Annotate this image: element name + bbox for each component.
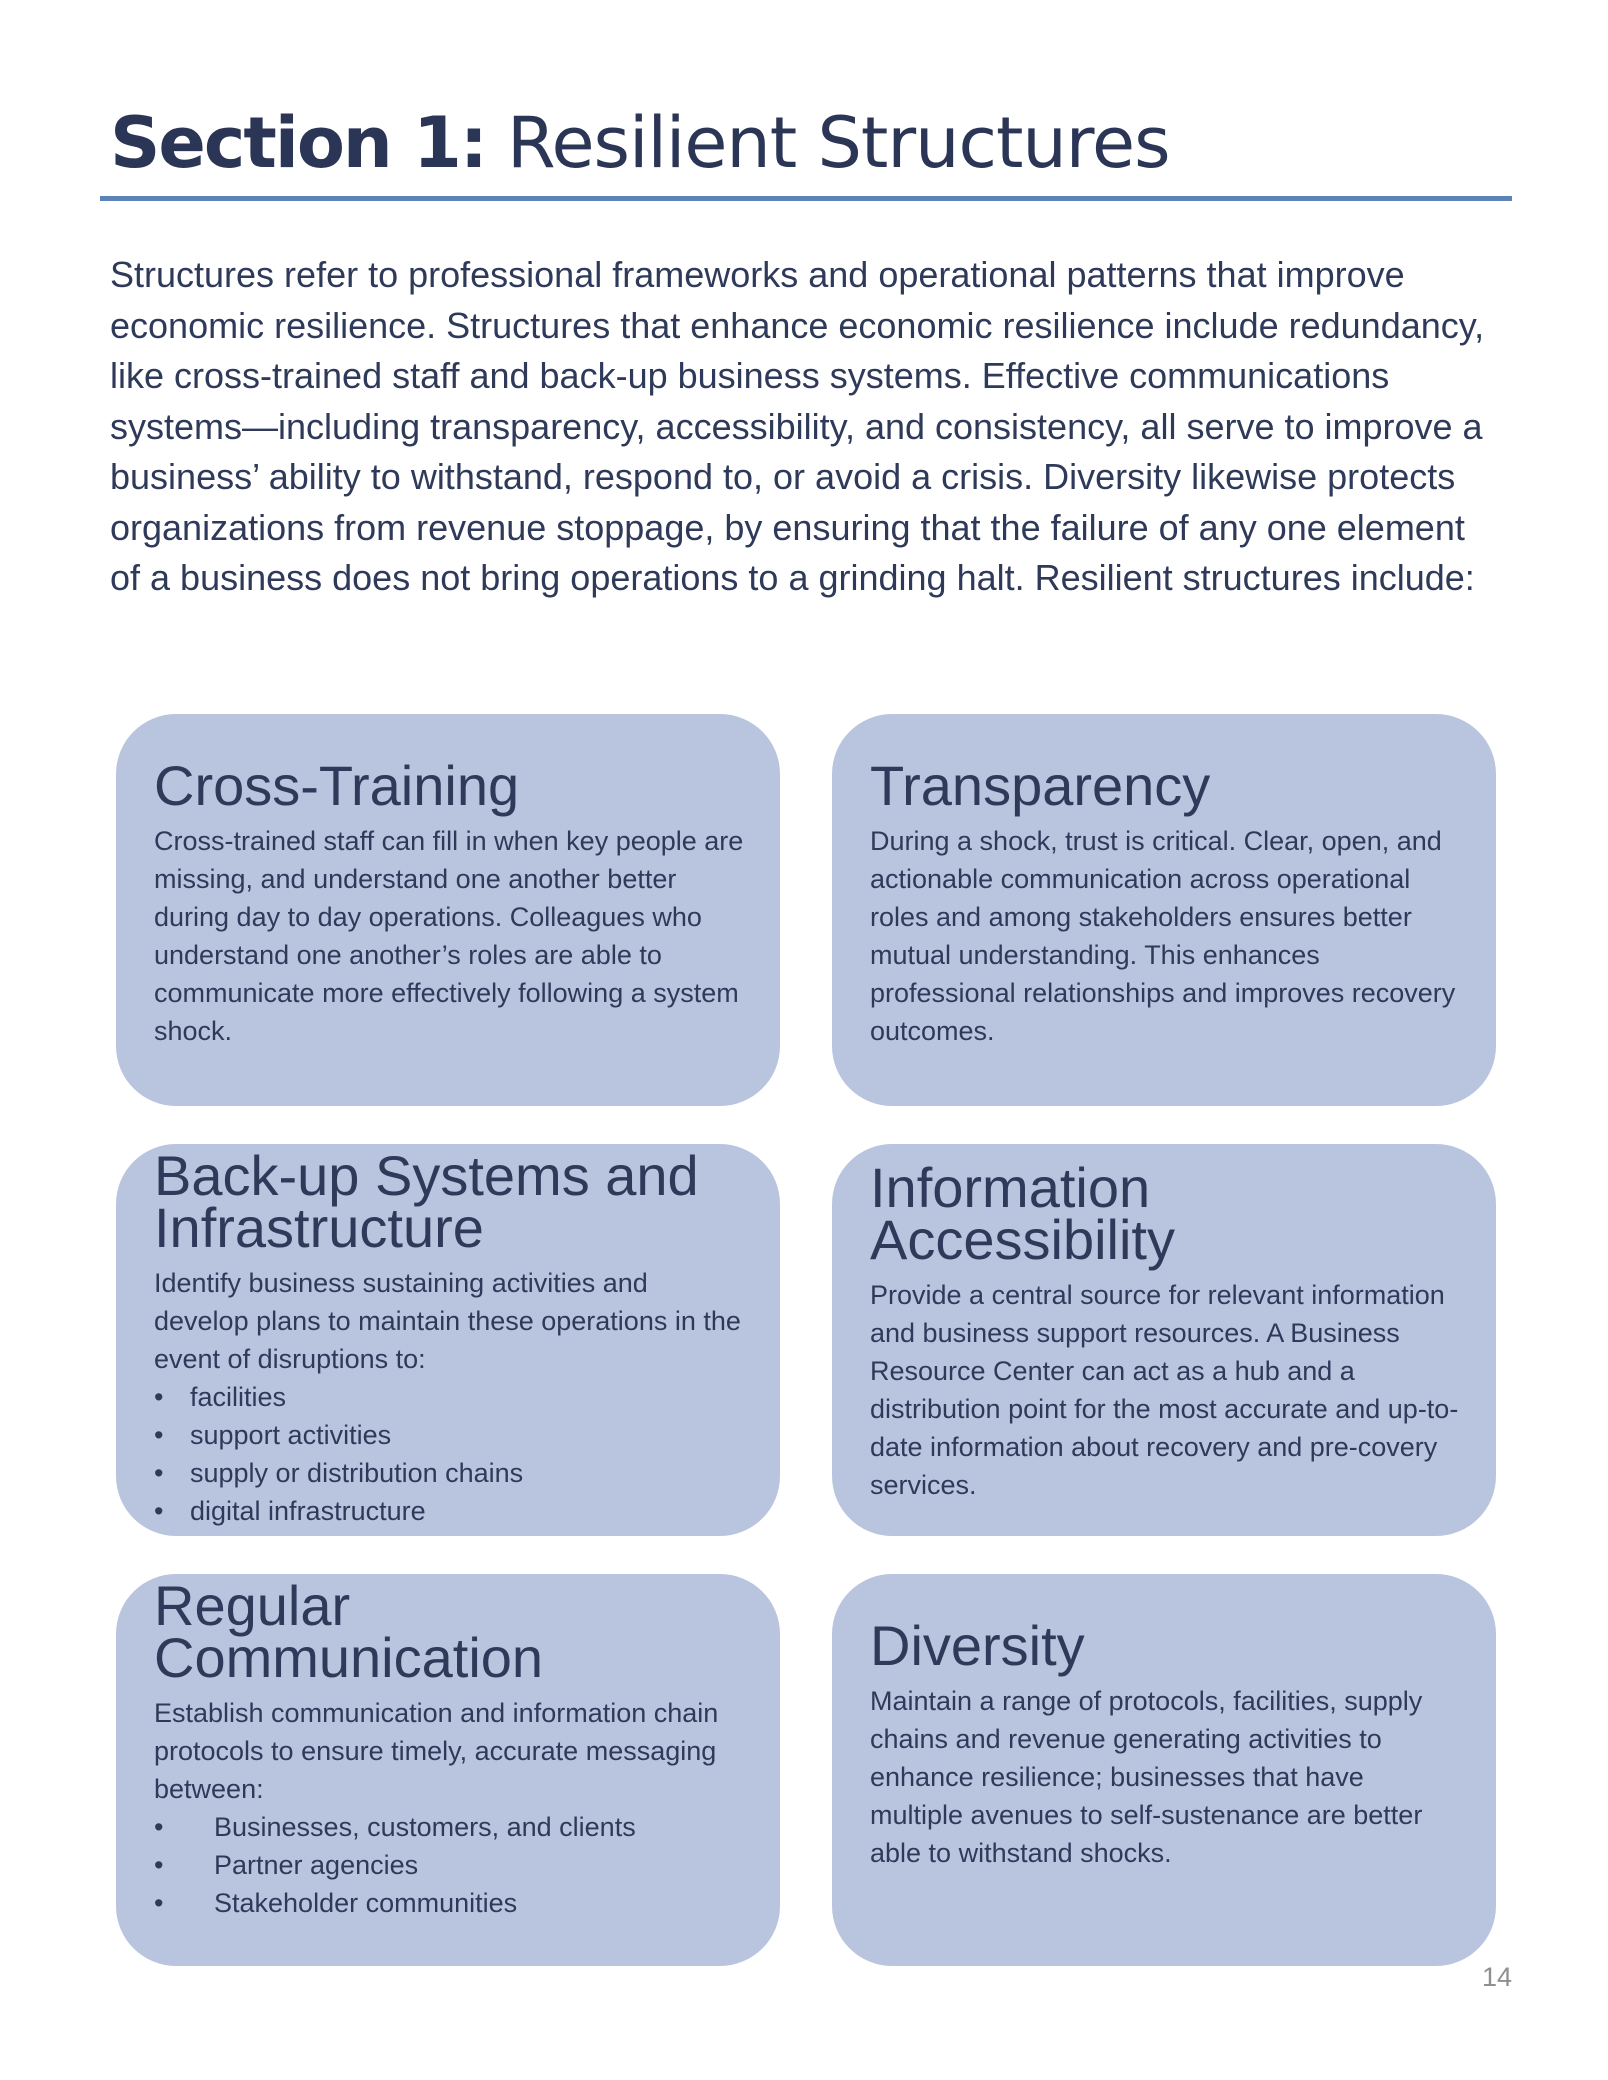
card-title: Back-up Systems and Infrastructure — [154, 1144, 699, 1259]
card-cross-training — [116, 714, 780, 1106]
intro-paragraph: Structures refer to professional frameworks and operational patterns that improve economic resilience. Structures that enhance economic resilience include redundancy, like cross-trained staff and back-up business systems. Effective communications systems—including transparency, accessibility, and consistency, all serve to improve a business’ ability to withstand, respond to, or avoid a crisis. Diversity likewise protects organizations from revenue stoppage, by ensuring that the failure of any one element of a business does not bring operations to a grinding halt. Resilient structures include: — [110, 254, 1485, 598]
card-body: Identify business sustaining activities and develop plans to maintain these operations in the event of disruptions to: — [154, 1268, 741, 1374]
card-title: Regular Communication — [154, 1574, 544, 1689]
bullet-icon: • — [154, 1382, 164, 1412]
list-item: • Stakeholder communities — [154, 1884, 744, 1922]
card-title: Diversity — [870, 1614, 1085, 1677]
card-body: Establish communication and information chain protocols to ensure timely, accurate messaging between: — [154, 1698, 719, 1804]
page-number: 14 — [1481, 1962, 1512, 1992]
card-regular-communication — [116, 1574, 780, 1966]
list-item: • Partner agencies — [154, 1846, 744, 1884]
heading-divider — [100, 196, 1512, 201]
bullet-list — [154, 1378, 744, 1530]
card-diversity — [832, 1574, 1496, 1966]
card-information-accessibility — [832, 1144, 1496, 1536]
bullet-icon: • — [154, 1850, 164, 1880]
card-body: During a shock, trust is critical. Clear, open, and actionable communication across operational roles and among stakeholders ensures better mutual understanding. This enhances professional relationships and improves recovery outcomes. — [870, 826, 1456, 1046]
list-item: • facilities — [154, 1378, 744, 1416]
bullet-icon: • — [154, 1458, 164, 1488]
bullet-icon: • — [154, 1812, 164, 1842]
card-title: Information Accessibility — [870, 1156, 1175, 1271]
bullet-icon: • — [154, 1496, 164, 1526]
card-body: Maintain a range of protocols, facilities, supply chains and revenue generating activities to enhance resilience; businesses that have multiple avenues to self-sustenance are better able to withstand shocks. — [870, 1686, 1423, 1868]
section-label: Section 1: — [110, 102, 486, 184]
page-title — [110, 102, 1170, 184]
bullet-list — [154, 1808, 744, 1922]
card-transparency — [832, 714, 1496, 1106]
card-body: Provide a central source for relevant information and business support resources. A Business Resource Center can act as a hub and a distribution point for the most accurate and up-to-date information about recovery and pre-covery services. — [870, 1280, 1459, 1500]
bullet-icon: • — [154, 1888, 164, 1918]
card-body: Cross-trained staff can fill in when key people are missing, and understand one another better during day to day operations. Colleagues who understand one another’s roles are able to communicate more effectively following a system shock. — [154, 826, 744, 1046]
card-title: Cross-Training — [154, 754, 520, 817]
list-item: • digital infrastructure — [154, 1492, 744, 1530]
section-title: Resilient Structures — [506, 102, 1170, 184]
card-title: Transparency — [870, 754, 1211, 817]
list-item: • supply or distribution chains — [154, 1454, 744, 1492]
list-item: • Businesses, customers, and clients — [154, 1808, 744, 1846]
list-item: • support activities — [154, 1416, 744, 1454]
bullet-icon: • — [154, 1420, 164, 1450]
card-backup-systems — [116, 1144, 780, 1536]
